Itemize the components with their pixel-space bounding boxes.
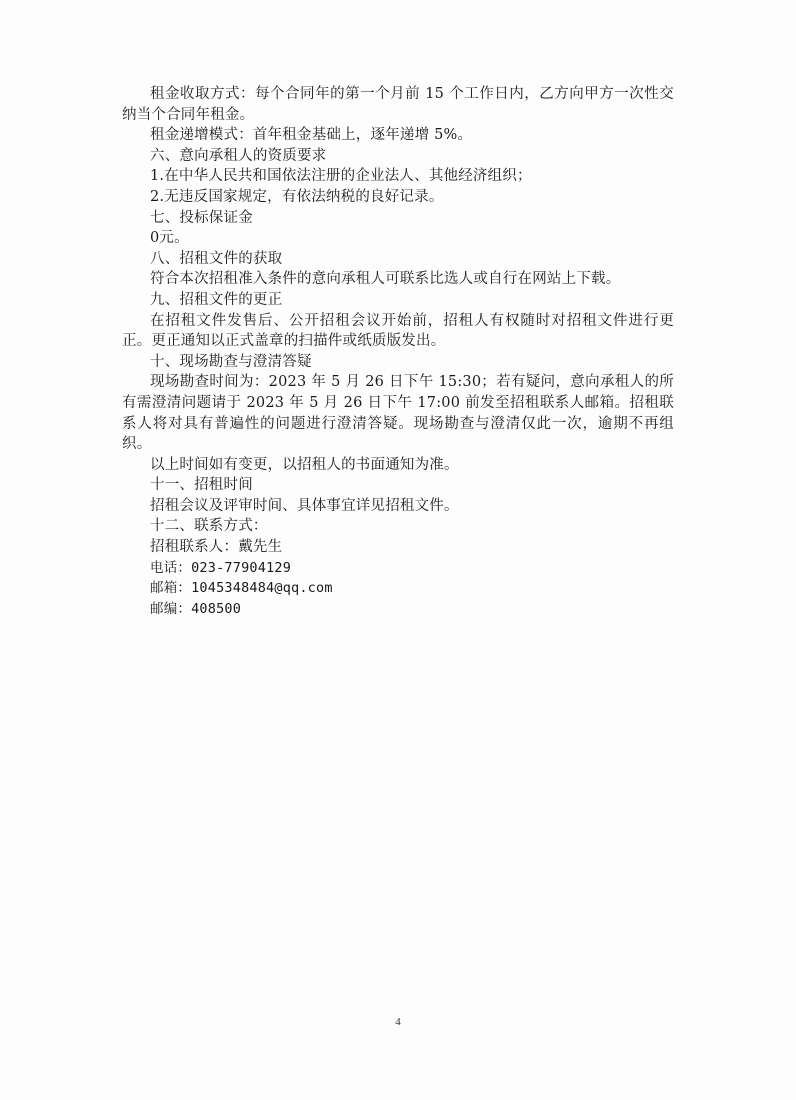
paragraph-time-changes: 以上时间如有变更，以招租人的书面通知为准。: [150, 456, 459, 473]
contact-phone: 电话：023-77904129: [150, 559, 292, 576]
heading-obtain-documents: 八、招租文件的获取: [150, 250, 283, 267]
contact-email: 邮箱：1045348484@qq.com: [150, 580, 333, 597]
heading-document-corrections: 九、招租文件的更正: [150, 291, 283, 308]
paragraph-document-corrections: 在招租文件发售后、公开招租会议开始前，招租人有权随时对招租文件进行更正。更正通知以正式盖章的扫描件或纸质版发出。: [122, 312, 674, 350]
paragraph-tender-time: 招租会议及评审时间、具体事宜详见招租文件。: [150, 497, 459, 514]
contact-postcode: 邮编：408500: [150, 600, 242, 617]
paragraph-rent-collection: 租金收取方式：每个合同年的第一个月前 15 个工作日内，乙方向甲方一次性交纳当个合同年租金。: [122, 86, 674, 123]
paragraph-bid-deposit: 0元。: [150, 230, 189, 247]
paragraph-rent-increase: 租金递增模式：首年租金基础上，逐年递增 5%。: [150, 127, 473, 144]
page-number: 4: [395, 1016, 401, 1028]
heading-bid-deposit: 七、投标保证金: [150, 209, 253, 226]
heading-contact: 十二、联系方式：: [150, 518, 268, 535]
document-body: [122, 84, 674, 619]
qualification-item-1: 1.在中华人民共和国依法注册的企业法人、其他经济组织；: [150, 168, 532, 185]
paragraph-site-survey: 现场勘查时间为：2023 年 5 月 26 日下午 15:30；若有疑问，意向承租人的所有需澄清问题请于 2023 年 5 月 26 日下午 17:00 前发至招租联系人邮箱。招租联系人将对具有普遍性的问题进行澄清答疑。现场勘查与澄清仅此一次，逾期不再组织。: [122, 374, 674, 453]
heading-qualifications: 六、意向承租人的资质要求: [150, 147, 327, 164]
heading-site-survey: 十、现场勘查与澄清答疑: [150, 353, 312, 370]
paragraph-obtain-documents: 符合本次招租准入条件的意向承租人可联系比选人或自行在网站上下载。: [150, 271, 621, 288]
heading-tender-time: 十一、招租时间: [150, 477, 253, 494]
contact-person: 招租联系人：戴先生: [150, 539, 283, 556]
qualification-item-2: 2.无违反国家规定，有依法纳税的良好记录。: [150, 188, 444, 205]
